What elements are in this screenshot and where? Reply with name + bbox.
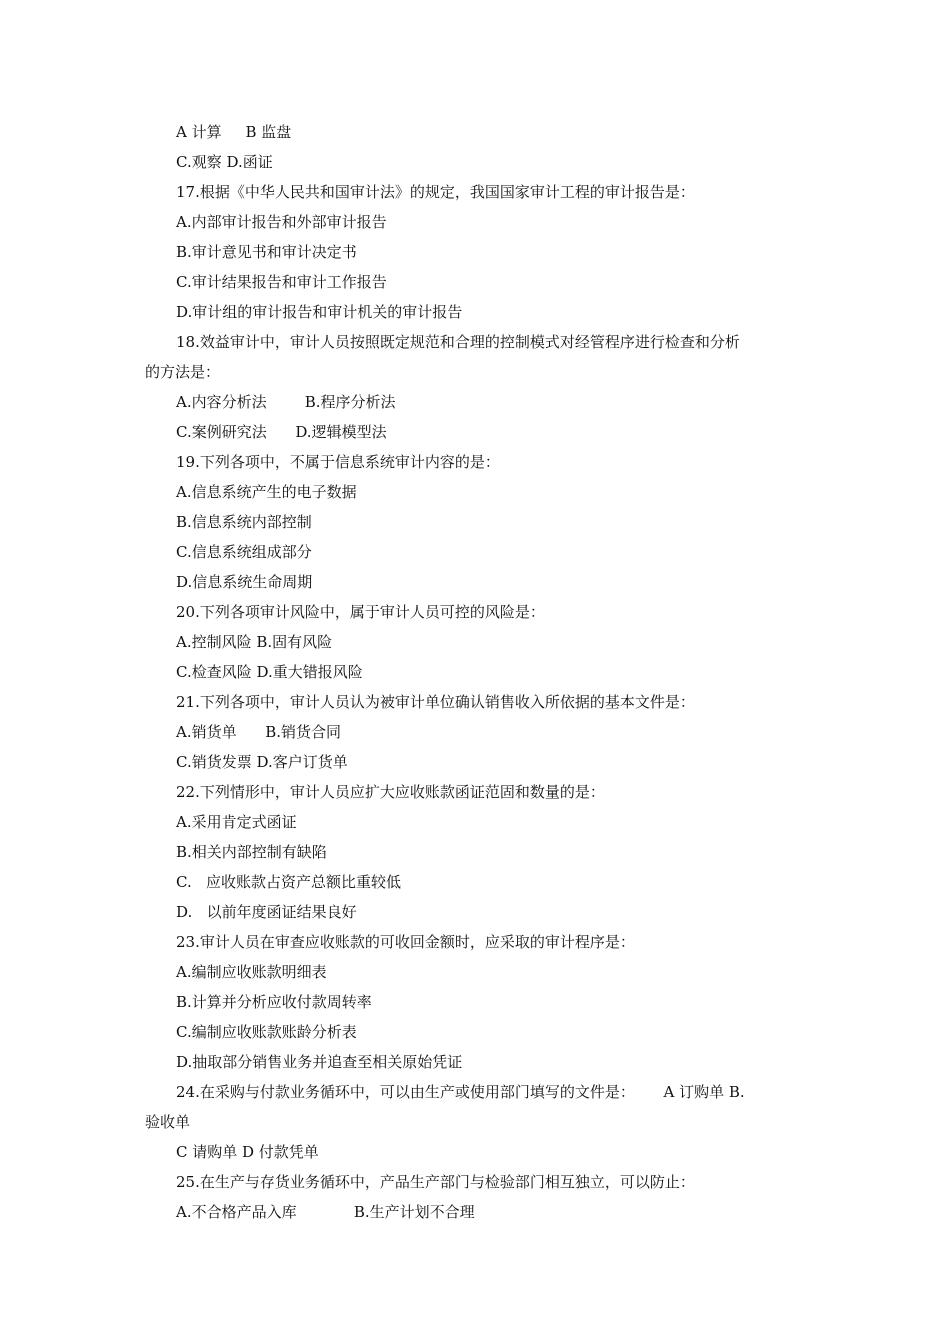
option-line: A.编制应收账款明细表 [176, 963, 327, 981]
document-text [145, 117, 810, 1227]
question-21: 21.下列各项中，审计人员认为被审计单位确认销售收入所依据的基本文件是： [176, 693, 695, 711]
option-line: D.审计组的审计报告和审计机关的审计报告 [176, 303, 463, 321]
question-22: 22.下列情形中，审计人员应扩大应收账款函证范固和数量的是： [176, 783, 605, 801]
text-line: A 计算 B 监盘 [176, 123, 292, 141]
option-line: C.案例研究法 D.逻辑模型法 [176, 423, 387, 441]
option-line: A.采用肯定式函证 [176, 813, 297, 831]
option-line: A.信息系统产生的电子数据 [176, 483, 357, 501]
question-17: 17.根据《中华人民共和国审计法》的规定，我国国家审计工程的审计报告是： [176, 183, 695, 201]
option-line: B.相关内部控制有缺陷 [176, 843, 327, 861]
option-line: B.计算并分析应收付款周转率 [176, 993, 372, 1011]
option-line: A.控制风险 B.固有风险 [176, 633, 333, 651]
option-line: A.销货单 B.销货合同 [176, 723, 342, 741]
option-line: C.编制应收账款账龄分析表 [176, 1023, 357, 1041]
option-line: A.不合格产品入库 B.生产计划不合理 [176, 1203, 475, 1221]
option-line: D. 以前年度函证结果良好 [176, 903, 357, 921]
question-25: 25.在生产与存货业务循环中，产品生产部门与检验部门相互独立，可以防止： [176, 1173, 695, 1191]
question-24: 24.在采购与付款业务循环中，可以由生产或使用部门填写的文件是： A 订购单 B. [176, 1083, 745, 1101]
option-line: B.审计意见书和审计决定书 [176, 243, 357, 261]
option-line: C.检查风险 D.重大错报风险 [176, 663, 363, 681]
text-line: C.观察 D.函证 [176, 153, 273, 171]
question-18: 18.效益审计中，审计人员按照既定规范和合理的控制模式对经管程序进行检查和分析 [176, 333, 740, 351]
option-line: D.抽取部分销售业务并追查至相关原始凭证 [176, 1053, 463, 1071]
option-line: A.内容分析法 B.程序分析法 [176, 393, 396, 411]
option-line: B.信息系统内部控制 [176, 513, 312, 531]
option-line: C.审计结果报告和审计工作报告 [176, 273, 387, 291]
option-line: C.信息系统组成部分 [176, 543, 312, 561]
question-18-continued: 的方法是： [145, 363, 221, 381]
option-line: D.信息系统生命周期 [176, 573, 313, 591]
option-line: C. 应收账款占资产总额比重较低 [176, 873, 402, 891]
option-line: C.销货发票 D.客户订货单 [176, 753, 348, 771]
question-19: 19.下列各项中，不属于信息系统审计内容的是： [176, 453, 500, 471]
question-24-continued: 验收单 [145, 1113, 191, 1131]
option-line: A.内部审计报告和外部审计报告 [176, 213, 387, 231]
question-23: 23.审计人员在审查应收账款的可收回金额时，应采取的审计程序是： [176, 933, 635, 951]
option-line: C 请购单 D 付款凭单 [176, 1143, 319, 1161]
question-20: 20.下列各项审计风险中，属于审计人员可控的风险是： [176, 603, 545, 621]
